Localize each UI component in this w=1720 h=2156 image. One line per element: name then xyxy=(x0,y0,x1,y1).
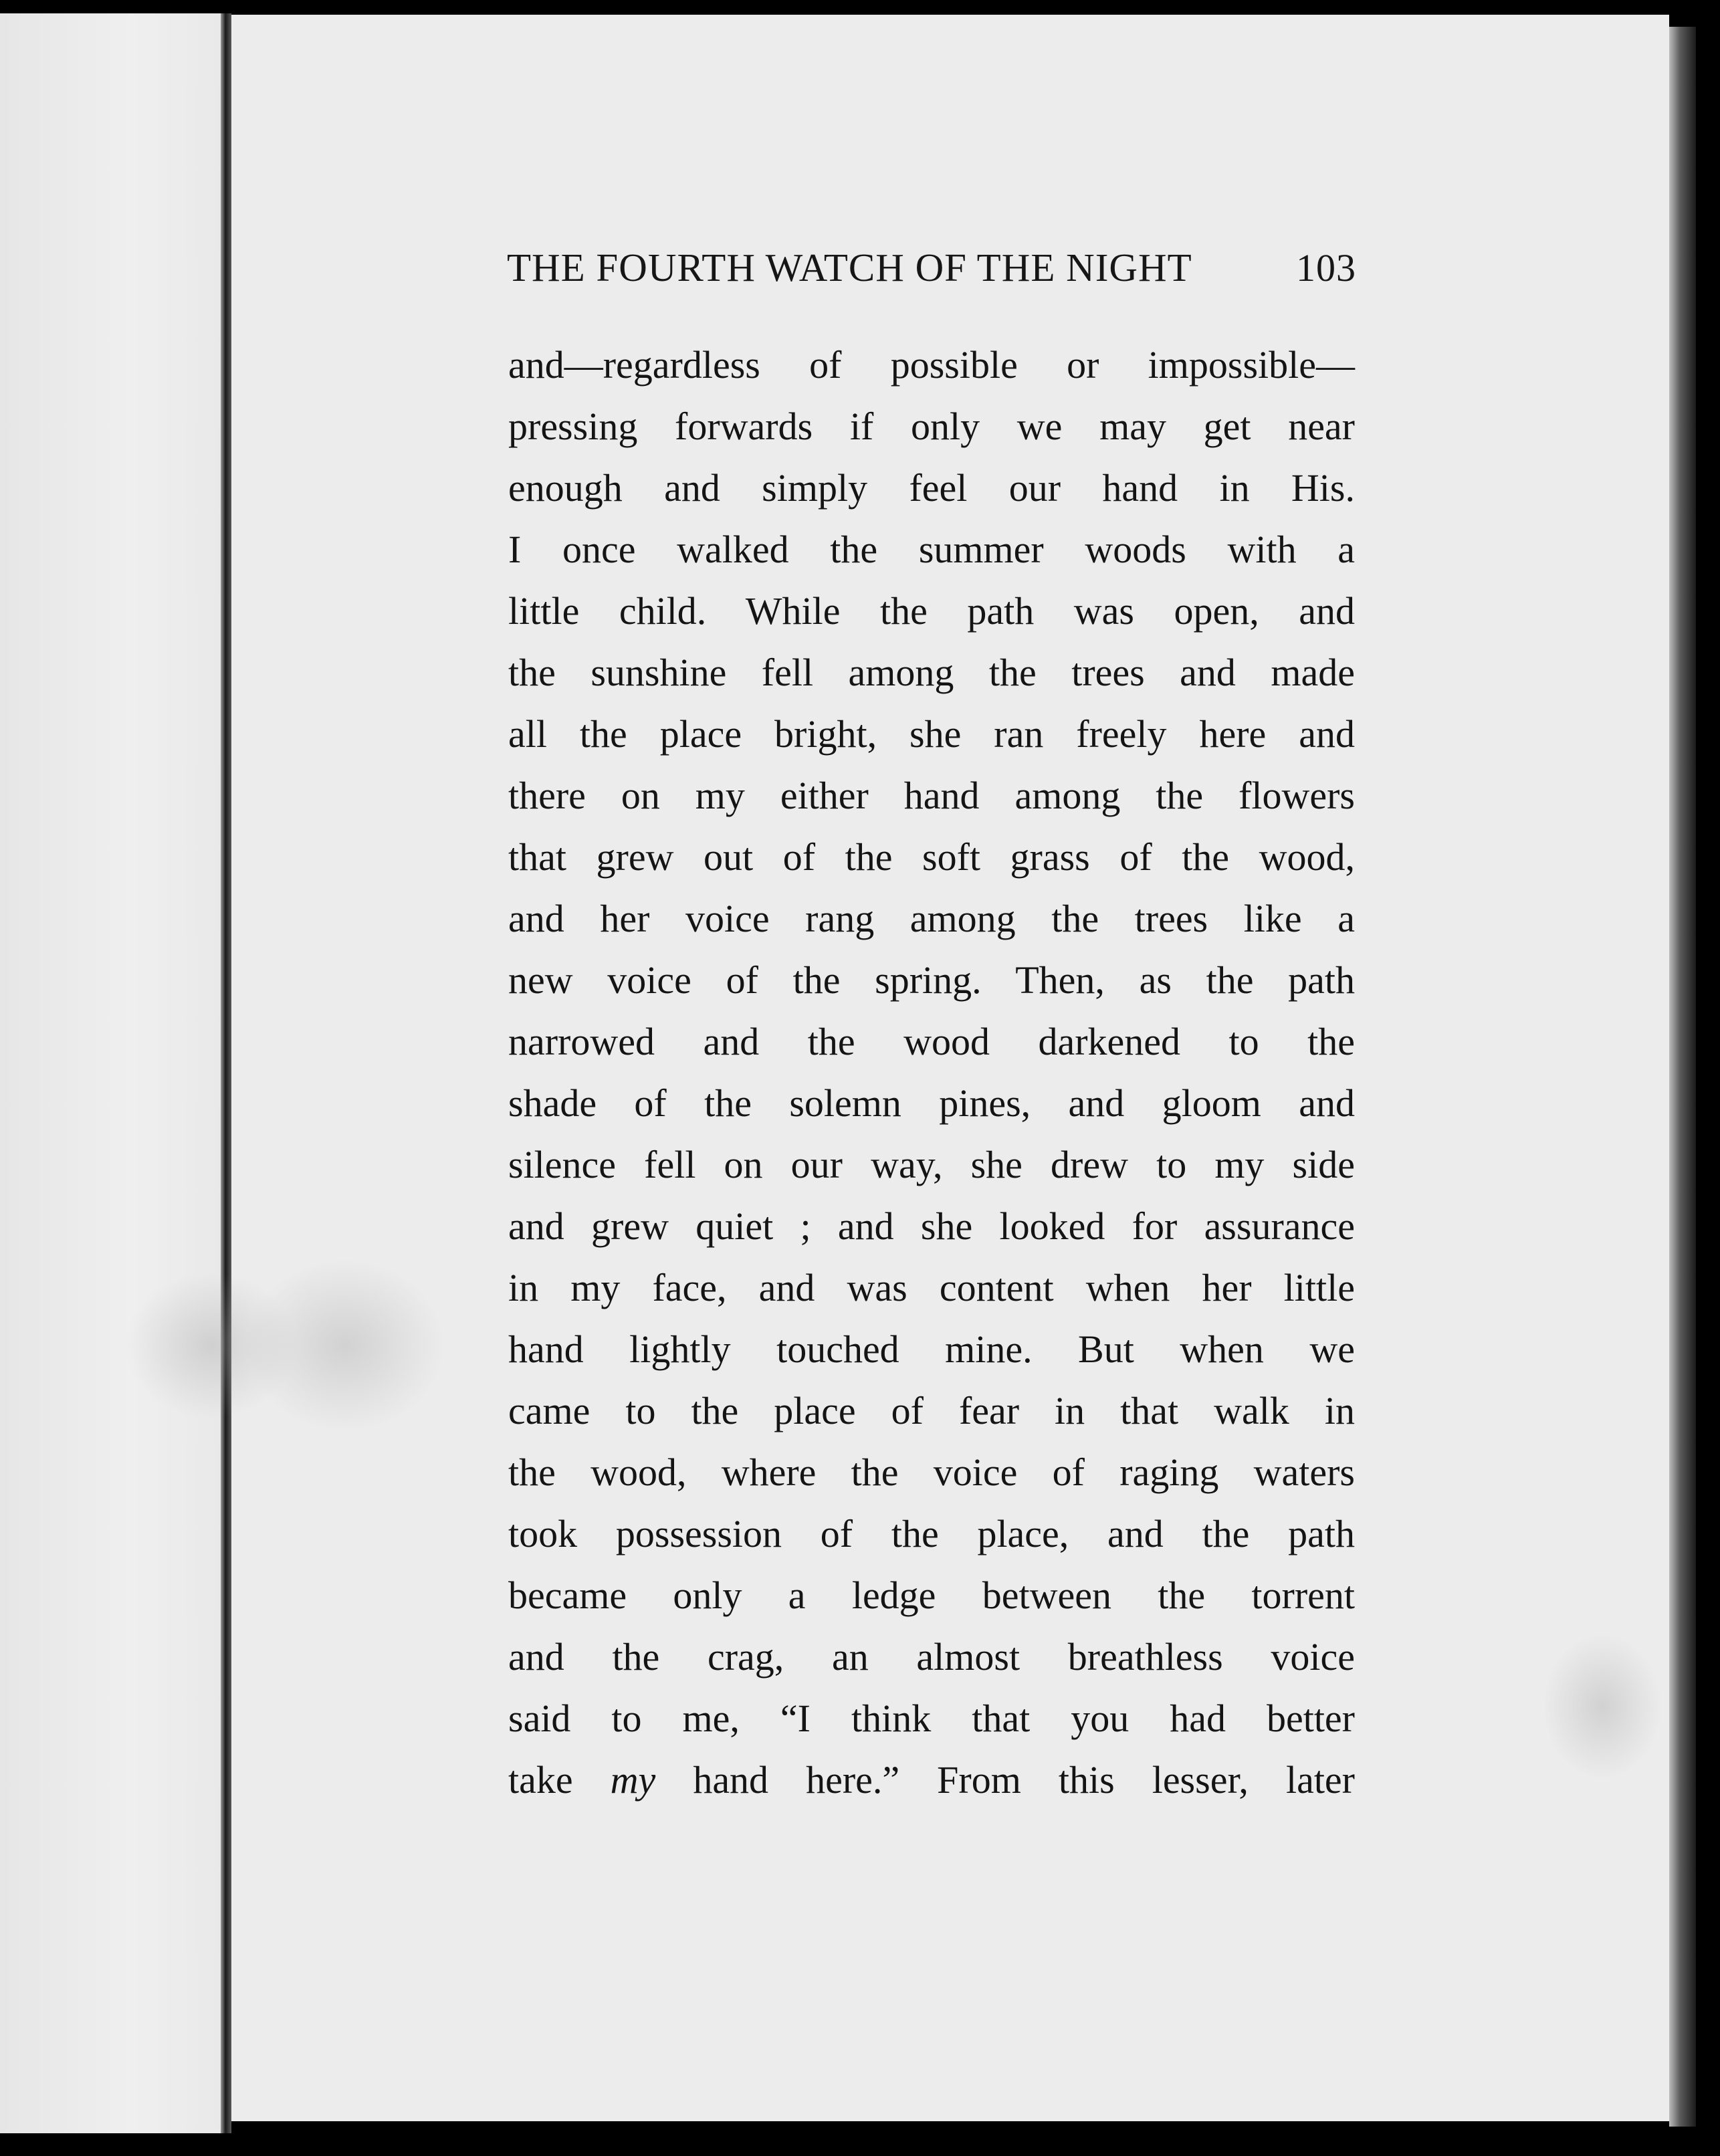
text-line: became only a ledge between the torrent xyxy=(508,1574,1355,1617)
text-line: and her voice rang among the trees like a xyxy=(508,897,1355,940)
text-line: new voice of the spring. Then, as the path xyxy=(508,958,1355,1002)
text-line: shade of the solemn pines, and gloom and xyxy=(508,1081,1355,1125)
page-edge-shadow xyxy=(1669,27,1696,2127)
text-line: pressing forwards if only we may get near xyxy=(508,405,1355,448)
page-stain xyxy=(124,1272,298,1419)
text-line: narrowed and the wood darkened to the xyxy=(508,1020,1355,1063)
text-line: and—regardless of possible or impossible— xyxy=(508,343,1355,387)
text-fragment: hand here.” From this lesser, later xyxy=(693,1758,1355,1802)
running-title: THE FOURTH WATCH OF THE NIGHT xyxy=(507,245,1192,290)
text-line: in my face, and was content when her little xyxy=(508,1266,1355,1309)
text-line-last xyxy=(508,1749,1355,1811)
body-paragraph xyxy=(508,334,1355,1811)
running-header xyxy=(507,245,1356,291)
text-line: the sunshine fell among the trees and made xyxy=(508,651,1355,694)
text-line: silence fell on our way, she drew to my side xyxy=(508,1143,1355,1186)
text-line: there on my either hand among the flowers xyxy=(508,774,1355,817)
text-line: I once walked the summer woods with a xyxy=(508,528,1355,571)
text-line: and grew quiet ; and she looked for assurance xyxy=(508,1204,1355,1248)
left-page-edge xyxy=(0,13,221,2133)
book-gutter xyxy=(221,13,231,2133)
text-line: came to the place of fear in that walk in xyxy=(508,1389,1355,1432)
text-line: and the crag, an almost breathless voice xyxy=(508,1635,1355,1679)
text-line: the wood, where the voice of raging waters xyxy=(508,1450,1355,1494)
text-line: enough and simply feel our hand in His. xyxy=(508,466,1355,510)
text-line: all the place bright, she ran freely here and xyxy=(508,712,1355,756)
page-stain xyxy=(1542,1633,1662,1780)
text-line: said to me, “I think that you had better xyxy=(508,1697,1355,1740)
text-fragment: take xyxy=(508,1758,573,1802)
text-line: took possession of the place, and the path xyxy=(508,1512,1355,1555)
text-line: little child. While the path was open, and xyxy=(508,589,1355,633)
text-line: hand lightly touched mine. But when we xyxy=(508,1327,1355,1371)
emphasized-word: my xyxy=(610,1758,656,1802)
page-number: 103 xyxy=(1296,246,1356,290)
text-line: that grew out of the soft grass of the wood, xyxy=(508,835,1355,879)
